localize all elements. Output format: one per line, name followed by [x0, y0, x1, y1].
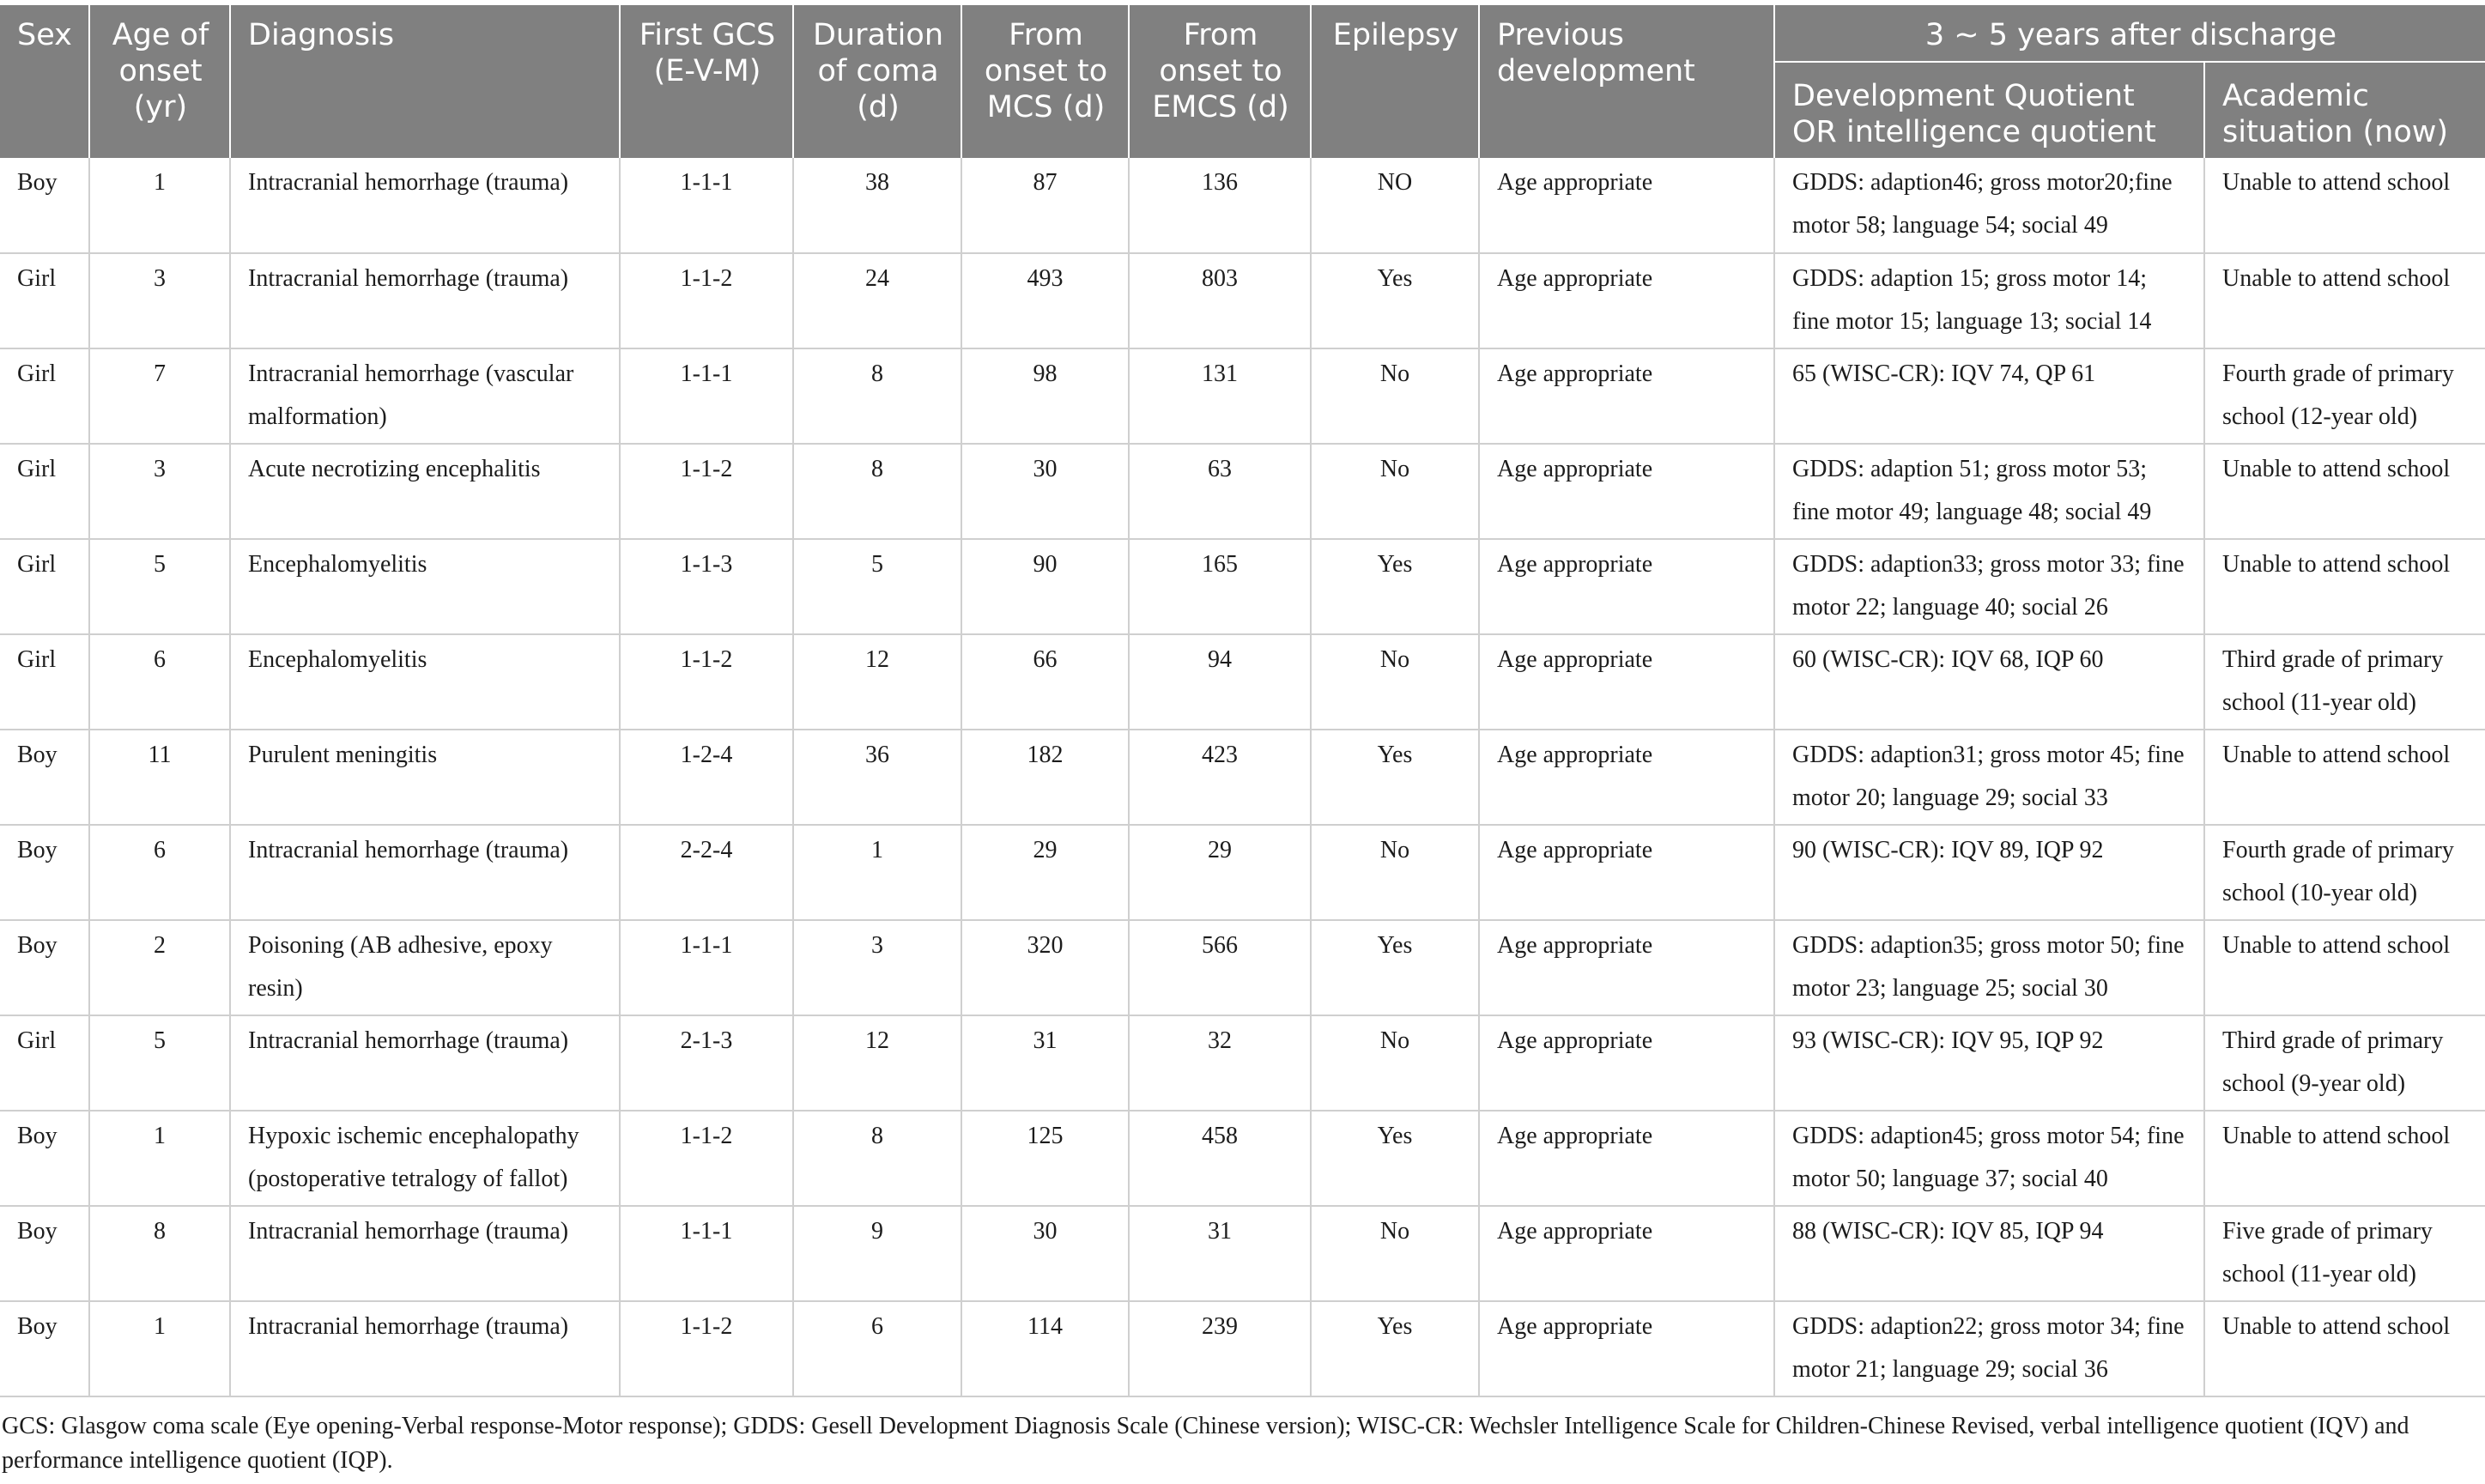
- cell-sex: Girl: [0, 253, 89, 348]
- table-body: [0, 158, 2485, 1396]
- cell-sex: Girl: [0, 1015, 89, 1111]
- cell-onset-to-emcs: 458: [1129, 1111, 1311, 1206]
- cell-academic-situation: Third grade of primary school (9-year old): [2204, 1015, 2485, 1111]
- cell-onset-to-emcs: 131: [1129, 348, 1311, 444]
- cell-duration-of-coma: 38: [793, 158, 961, 253]
- cell-previous-development: Age appropriate: [1479, 1111, 1774, 1206]
- cell-first-gcs: 1-1-1: [620, 348, 793, 444]
- cell-diagnosis: Poisoning (AB adhesive, epoxy resin): [230, 920, 620, 1015]
- cell-onset-to-emcs: 803: [1129, 253, 1311, 348]
- cell-onset-to-mcs: 30: [961, 1206, 1129, 1301]
- cell-sex: Boy: [0, 825, 89, 920]
- cell-age-of-onset: 5: [89, 539, 230, 634]
- cell-diagnosis: Acute necrotizing encephalitis: [230, 444, 620, 539]
- cell-epilepsy: Yes: [1311, 253, 1479, 348]
- cell-sex: Girl: [0, 444, 89, 539]
- cell-onset-to-mcs: 87: [961, 158, 1129, 253]
- cell-previous-development: Age appropriate: [1479, 158, 1774, 253]
- cell-onset-to-emcs: 165: [1129, 539, 1311, 634]
- cell-diagnosis: Intracranial hemorrhage (trauma): [230, 158, 620, 253]
- cell-epilepsy: Yes: [1311, 920, 1479, 1015]
- header-onset-to-mcs: From onset to MCS (d): [961, 5, 1129, 158]
- cell-previous-development: Age appropriate: [1479, 444, 1774, 539]
- cell-dq-iq: GDDS: adaption35; gross motor 50; fine motor 23; language 25; social 30: [1774, 920, 2204, 1015]
- cell-dq-iq: GDDS: adaption22; gross motor 34; fine motor 21; language 29; social 36: [1774, 1301, 2204, 1396]
- cell-first-gcs: 1-2-4: [620, 730, 793, 825]
- cell-diagnosis: Intracranial hemorrhage (trauma): [230, 253, 620, 348]
- cell-onset-to-mcs: 90: [961, 539, 1129, 634]
- cell-sex: Girl: [0, 539, 89, 634]
- table-row: [0, 1015, 2485, 1111]
- cell-onset-to-emcs: 31: [1129, 1206, 1311, 1301]
- cell-onset-to-mcs: 493: [961, 253, 1129, 348]
- cell-previous-development: Age appropriate: [1479, 634, 1774, 730]
- cell-first-gcs: 1-1-2: [620, 444, 793, 539]
- cell-onset-to-mcs: 320: [961, 920, 1129, 1015]
- data-table-container: [0, 5, 2485, 1397]
- cell-epilepsy: Yes: [1311, 1301, 1479, 1396]
- cell-epilepsy: No: [1311, 1015, 1479, 1111]
- cell-previous-development: Age appropriate: [1479, 539, 1774, 634]
- cell-academic-situation: Unable to attend school: [2204, 1111, 2485, 1206]
- cell-previous-development: Age appropriate: [1479, 1015, 1774, 1111]
- header-sex: Sex: [0, 5, 89, 158]
- cell-onset-to-mcs: 30: [961, 444, 1129, 539]
- header-previous-development: Previous development: [1479, 5, 1774, 158]
- cell-dq-iq: GDDS: adaption33; gross motor 33; fine motor 22; language 40; social 26: [1774, 539, 2204, 634]
- cell-dq-iq: GDDS: adaption31; gross motor 45; fine motor 20; language 29; social 33: [1774, 730, 2204, 825]
- header-first-gcs: First GCS (E-V-M): [620, 5, 793, 158]
- cell-duration-of-coma: 6: [793, 1301, 961, 1396]
- cell-epilepsy: No: [1311, 825, 1479, 920]
- table-row: [0, 1301, 2485, 1396]
- header-academic-situation: Academic situation (now): [2204, 62, 2485, 158]
- cell-academic-situation: Unable to attend school: [2204, 539, 2485, 634]
- cell-academic-situation: Unable to attend school: [2204, 1301, 2485, 1396]
- cell-dq-iq: 65 (WISC-CR): IQV 74, QP 61: [1774, 348, 2204, 444]
- header-dq-iq: Development Quotient OR intelligence quotient: [1774, 62, 2204, 158]
- cell-diagnosis: Intracranial hemorrhage (trauma): [230, 1301, 620, 1396]
- cell-previous-development: Age appropriate: [1479, 348, 1774, 444]
- cell-sex: Boy: [0, 730, 89, 825]
- cell-duration-of-coma: 5: [793, 539, 961, 634]
- cell-duration-of-coma: 3: [793, 920, 961, 1015]
- cell-sex: Boy: [0, 920, 89, 1015]
- cell-academic-situation: Unable to attend school: [2204, 158, 2485, 253]
- table-row: [0, 253, 2485, 348]
- cell-first-gcs: 1-1-3: [620, 539, 793, 634]
- table-row: [0, 158, 2485, 253]
- cell-sex: Girl: [0, 634, 89, 730]
- cell-dq-iq: GDDS: adaption 15; gross motor 14; fine motor 15; language 13; social 14: [1774, 253, 2204, 348]
- cell-previous-development: Age appropriate: [1479, 1206, 1774, 1301]
- cell-epilepsy: Yes: [1311, 730, 1479, 825]
- cell-duration-of-coma: 8: [793, 444, 961, 539]
- header-age-of-onset: Age of onset (yr): [89, 5, 230, 158]
- cell-onset-to-mcs: 114: [961, 1301, 1129, 1396]
- cell-dq-iq: GDDS: adaption46; gross motor20;fine motor 58; language 54; social 49: [1774, 158, 2204, 253]
- cell-onset-to-emcs: 423: [1129, 730, 1311, 825]
- cell-onset-to-emcs: 32: [1129, 1015, 1311, 1111]
- cell-dq-iq: 93 (WISC-CR): IQV 95, IQP 92: [1774, 1015, 2204, 1111]
- cell-previous-development: Age appropriate: [1479, 1301, 1774, 1396]
- cell-diagnosis: Intracranial hemorrhage (trauma): [230, 1015, 620, 1111]
- table-row: [0, 1206, 2485, 1301]
- cell-epilepsy: No: [1311, 444, 1479, 539]
- cell-previous-development: Age appropriate: [1479, 825, 1774, 920]
- table-row: [0, 539, 2485, 634]
- cell-duration-of-coma: 1: [793, 825, 961, 920]
- cell-diagnosis: Encephalomyelitis: [230, 634, 620, 730]
- header-onset-to-emcs: From onset to EMCS (d): [1129, 5, 1311, 158]
- cell-duration-of-coma: 24: [793, 253, 961, 348]
- cell-onset-to-emcs: 63: [1129, 444, 1311, 539]
- cell-first-gcs: 1-1-2: [620, 1301, 793, 1396]
- cell-dq-iq: 60 (WISC-CR): IQV 68, IQP 60: [1774, 634, 2204, 730]
- table-footnote: GCS: Glasgow coma scale (Eye opening-Verbal response-Motor response); GDDS: Gesell Development Diagnosis Scale (Chinese version); WISC-CR: Wechsler Intelligence Scale for Children-Chinese Revised, verbal intelligence quotient (IQV) and performance intelligence quotient (IQP).: [2, 1413, 2409, 1474]
- cell-sex: Boy: [0, 1301, 89, 1396]
- cell-onset-to-emcs: 94: [1129, 634, 1311, 730]
- cell-age-of-onset: 1: [89, 1301, 230, 1396]
- cell-diagnosis: Hypoxic ischemic encephalopathy (postoperative tetralogy of fallot): [230, 1111, 620, 1206]
- cell-academic-situation: Unable to attend school: [2204, 444, 2485, 539]
- cell-age-of-onset: 2: [89, 920, 230, 1015]
- cell-age-of-onset: 3: [89, 253, 230, 348]
- cell-age-of-onset: 1: [89, 1111, 230, 1206]
- cell-duration-of-coma: 9: [793, 1206, 961, 1301]
- cell-epilepsy: Yes: [1311, 539, 1479, 634]
- cell-first-gcs: 1-1-2: [620, 253, 793, 348]
- cell-duration-of-coma: 36: [793, 730, 961, 825]
- cell-academic-situation: Third grade of primary school (11-year old): [2204, 634, 2485, 730]
- cell-duration-of-coma: 8: [793, 348, 961, 444]
- cell-academic-situation: Five grade of primary school (11-year old): [2204, 1206, 2485, 1301]
- cell-age-of-onset: 7: [89, 348, 230, 444]
- cell-age-of-onset: 1: [89, 158, 230, 253]
- cell-age-of-onset: 3: [89, 444, 230, 539]
- cell-previous-development: Age appropriate: [1479, 730, 1774, 825]
- cell-previous-development: Age appropriate: [1479, 253, 1774, 348]
- table-row: [0, 920, 2485, 1015]
- header-epilepsy: Epilepsy: [1311, 5, 1479, 158]
- cell-onset-to-mcs: 31: [961, 1015, 1129, 1111]
- header-duration-of-coma: Duration of coma (d): [793, 5, 961, 158]
- cell-first-gcs: 1-1-1: [620, 1206, 793, 1301]
- cell-sex: Boy: [0, 158, 89, 253]
- cell-dq-iq: 90 (WISC-CR): IQV 89, IQP 92: [1774, 825, 2204, 920]
- cell-onset-to-mcs: 29: [961, 825, 1129, 920]
- cell-duration-of-coma: 12: [793, 1015, 961, 1111]
- cell-academic-situation: Unable to attend school: [2204, 920, 2485, 1015]
- cell-sex: Girl: [0, 348, 89, 444]
- cell-dq-iq: GDDS: adaption45; gross motor 54; fine motor 50; language 37; social 40: [1774, 1111, 2204, 1206]
- cell-diagnosis: Purulent meningitis: [230, 730, 620, 825]
- cell-first-gcs: 1-1-2: [620, 1111, 793, 1206]
- cell-age-of-onset: 6: [89, 634, 230, 730]
- cell-academic-situation: Unable to attend school: [2204, 730, 2485, 825]
- cell-diagnosis: Intracranial hemorrhage (vascular malformation): [230, 348, 620, 444]
- cell-first-gcs: 2-2-4: [620, 825, 793, 920]
- table-row: [0, 444, 2485, 539]
- cell-epilepsy: NO: [1311, 158, 1479, 253]
- cell-first-gcs: 1-1-2: [620, 634, 793, 730]
- cell-dq-iq: GDDS: adaption 51; gross motor 53; fine motor 49; language 48; social 49: [1774, 444, 2204, 539]
- cell-onset-to-mcs: 182: [961, 730, 1129, 825]
- cell-onset-to-mcs: 125: [961, 1111, 1129, 1206]
- table-row: [0, 1111, 2485, 1206]
- cell-epilepsy: No: [1311, 1206, 1479, 1301]
- cell-diagnosis: Intracranial hemorrhage (trauma): [230, 825, 620, 920]
- cell-first-gcs: 1-1-1: [620, 158, 793, 253]
- table-row: [0, 634, 2485, 730]
- cell-academic-situation: Fourth grade of primary school (10-year old): [2204, 825, 2485, 920]
- cell-first-gcs: 1-1-1: [620, 920, 793, 1015]
- cell-age-of-onset: 6: [89, 825, 230, 920]
- cell-academic-situation: Fourth grade of primary school (12-year old): [2204, 348, 2485, 444]
- table-header: [0, 5, 2485, 158]
- cell-age-of-onset: 8: [89, 1206, 230, 1301]
- patient-table: [0, 5, 2485, 1397]
- cell-first-gcs: 2-1-3: [620, 1015, 793, 1111]
- table-row: [0, 730, 2485, 825]
- cell-duration-of-coma: 8: [793, 1111, 961, 1206]
- cell-academic-situation: Unable to attend school: [2204, 253, 2485, 348]
- cell-onset-to-emcs: 239: [1129, 1301, 1311, 1396]
- cell-previous-development: Age appropriate: [1479, 920, 1774, 1015]
- header-diagnosis: Diagnosis: [230, 5, 620, 158]
- cell-epilepsy: Yes: [1311, 1111, 1479, 1206]
- cell-age-of-onset: 11: [89, 730, 230, 825]
- table-row: [0, 825, 2485, 920]
- cell-duration-of-coma: 12: [793, 634, 961, 730]
- cell-age-of-onset: 5: [89, 1015, 230, 1111]
- cell-onset-to-emcs: 29: [1129, 825, 1311, 920]
- table-row: [0, 348, 2485, 444]
- cell-epilepsy: No: [1311, 348, 1479, 444]
- cell-onset-to-mcs: 98: [961, 348, 1129, 444]
- header-after-discharge: 3 ~ 5 years after discharge: [1774, 5, 2485, 62]
- cell-onset-to-emcs: 566: [1129, 920, 1311, 1015]
- cell-onset-to-mcs: 66: [961, 634, 1129, 730]
- cell-sex: Boy: [0, 1111, 89, 1206]
- cell-epilepsy: No: [1311, 634, 1479, 730]
- cell-diagnosis: Encephalomyelitis: [230, 539, 620, 634]
- cell-dq-iq: 88 (WISC-CR): IQV 85, IQP 94: [1774, 1206, 2204, 1301]
- cell-onset-to-emcs: 136: [1129, 158, 1311, 253]
- cell-sex: Boy: [0, 1206, 89, 1301]
- cell-diagnosis: Intracranial hemorrhage (trauma): [230, 1206, 620, 1301]
